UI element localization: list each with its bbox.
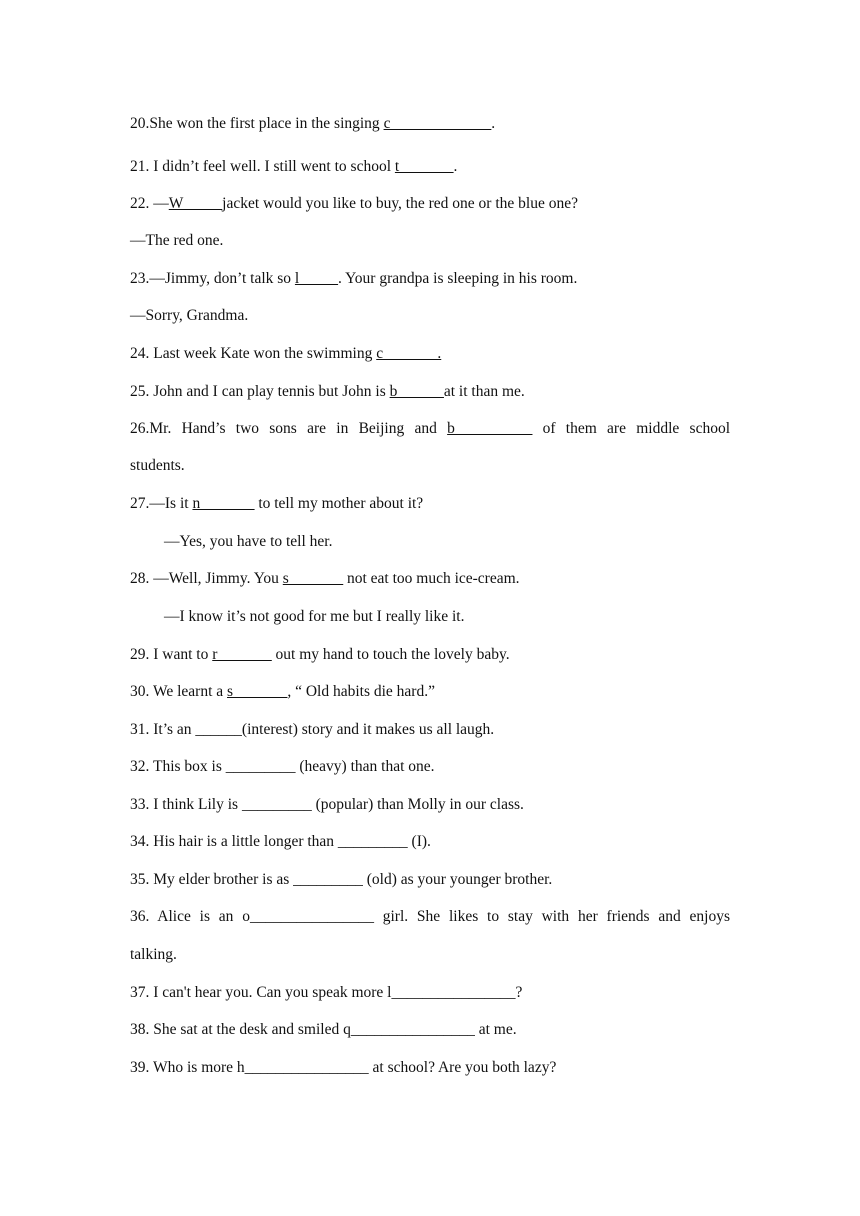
answer-blank: c_______. — [376, 345, 442, 362]
question-28: 28. —Well, Jimmy. You s_______ not eat too much ice-cream. — [130, 570, 520, 587]
answer-line-27: —Yes, you have to tell her. — [164, 533, 333, 550]
answer-line-22: —The red one. — [130, 232, 224, 249]
question-25: 25. John and I can play tennis but John is b______at it than me. — [130, 383, 525, 400]
question-26: 26.Mr. Hand’s two sons are in Beijing and b__________ of them are middle school — [130, 420, 731, 437]
answer-blank: c_____________ — [383, 115, 492, 132]
answer-line-28: —I know it’s not good for me but I really like it. — [164, 608, 465, 625]
question-22: 22. —W_____jacket would you like to buy, the red one or the blue one? — [130, 195, 578, 212]
question-34: 34. His hair is a little longer than _________ (I). — [130, 833, 431, 850]
question-31: 31. It’s an ______(interest) story and it makes us all laugh. — [130, 721, 495, 738]
question-21: 21. I didn’t feel well. I still went to school t_______. — [130, 158, 458, 175]
question-29: 29. I want to r_______ out my hand to touch the lovely baby. — [130, 646, 510, 663]
question-27: 27.—Is it n_______ to tell my mother about it? — [130, 495, 424, 512]
question-33: 33. I think Lily is _________ (popular) than Molly in our class. — [130, 796, 524, 813]
answer-blank: r_______ — [212, 646, 272, 663]
question-39: 39. Who is more h________________ at school? Are you both lazy? — [130, 1059, 557, 1076]
question-36-continuation: talking. — [130, 946, 177, 963]
answer-blank: s_______ — [282, 570, 344, 587]
question-20: 20.She won the first place in the singing c_____________. — [130, 115, 496, 132]
question-23: 23.—Jimmy, don’t talk so l_____. Your grandpa is sleeping in his room. — [130, 270, 578, 287]
answer-blank: b______ — [389, 383, 444, 400]
answer-blank: n_______ — [192, 495, 255, 512]
question-37: 37. I can't hear you. Can you speak more l________________? — [130, 984, 523, 1001]
answer-blank: t_______ — [394, 158, 454, 175]
answer-blank: l_____ — [294, 270, 338, 287]
answer-blank: b__________ — [447, 420, 533, 437]
answer-blank: W_____ — [168, 195, 223, 212]
question-26-continuation: students. — [130, 457, 185, 474]
question-32: 32. This box is _________ (heavy) than that one. — [130, 758, 435, 775]
question-38: 38. She sat at the desk and smiled q________________ at me. — [130, 1021, 517, 1038]
answer-blank: s_______ — [227, 683, 288, 700]
question-30: 30. We learnt a s_______, “ Old habits die hard.” — [130, 683, 435, 700]
answer-line-23: —Sorry, Grandma. — [130, 307, 249, 324]
question-24: 24. Last week Kate won the swimming c_______. — [130, 345, 442, 362]
question-35: 35. My elder brother is as _________ (old) as your younger brother. — [130, 871, 553, 888]
question-36: 36. Alice is an o________________ girl. She likes to stay with her friends and enjoys — [130, 908, 730, 925]
